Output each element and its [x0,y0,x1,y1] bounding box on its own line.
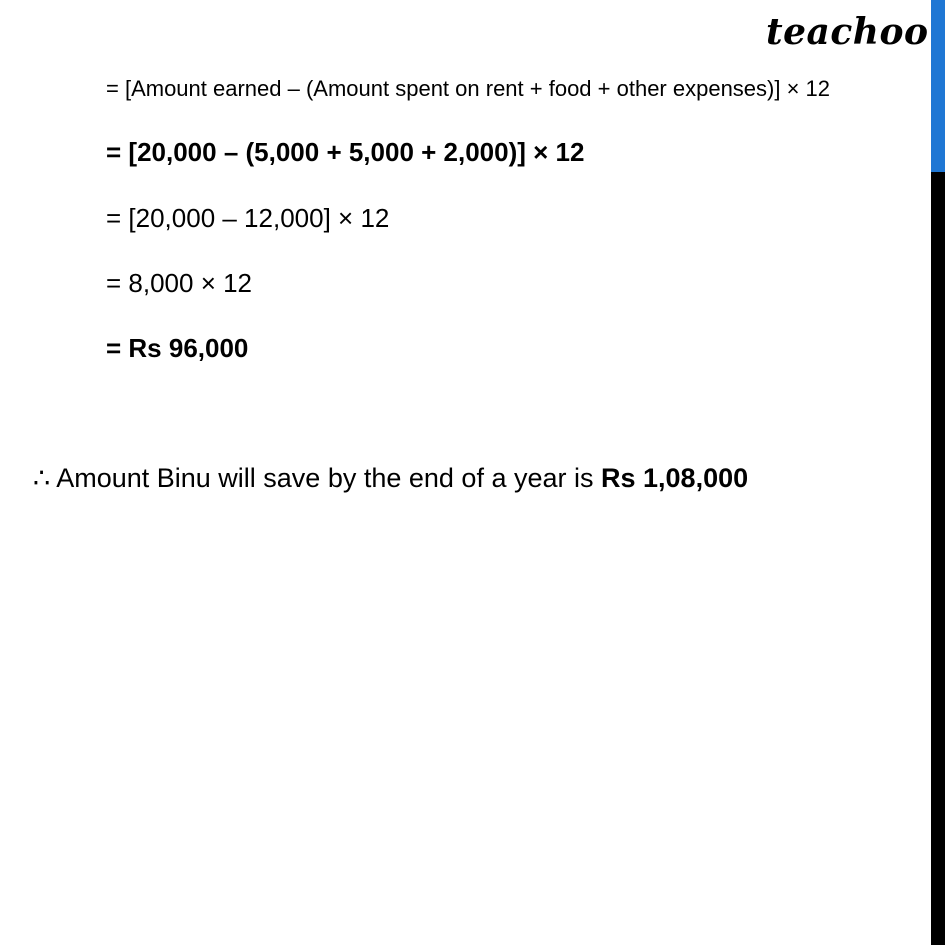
step-multiply: = 8,000 × 12 [106,268,253,298]
therefore-symbol: ∴ [33,463,51,493]
step-result: = Rs 96,000 [106,333,249,363]
step-substitution: = [20,000 – (5,000 + 5,000 + 2,000)] × 12 [106,137,585,167]
conclusion-answer: Rs 1,08,000 [601,463,749,493]
side-bar-accent [931,0,945,172]
step-formula: = [Amount earned – (Amount spent on rent + food + other expenses)] × 12 [106,76,831,101]
side-bar [931,0,945,945]
step-simplify: = [20,000 – 12,000] × 12 [106,203,390,233]
conclusion-text: Amount Binu will save by the end of a year is [50,463,601,493]
teachoo-logo: teachoo [766,11,929,53]
conclusion [33,465,748,492]
